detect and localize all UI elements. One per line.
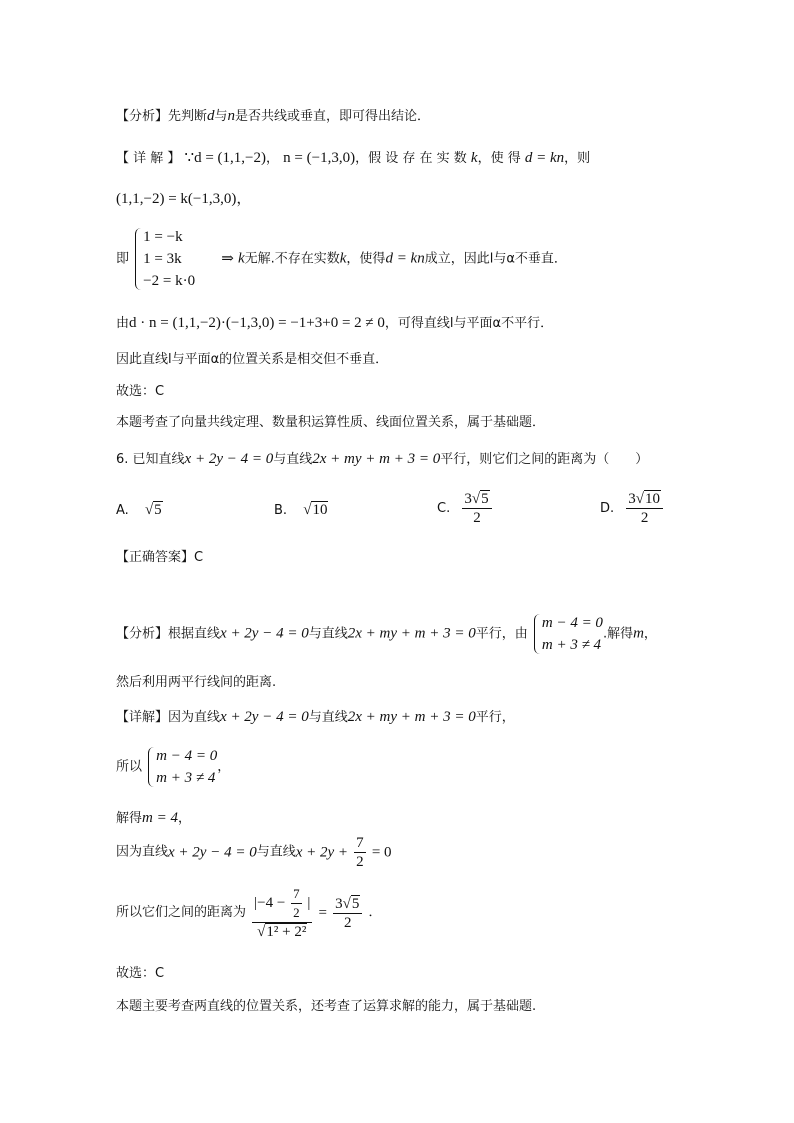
summary-1: 本题考查了向量共线定理、数量积运算性质、线面位置关系，属于基础题．	[116, 415, 546, 430]
choice-2: 故选：C	[116, 966, 165, 981]
analysis-line-2: 【分析】根据直线x + 2y − 4 = 0与直线2x + my + m + 3 = 0平行，由 m − 4 = 0 m + 3 ≠ 4 .解得m，	[116, 612, 657, 656]
equation-system: m − 4 = 0 m + 3 ≠ 4	[146, 745, 217, 789]
detail-tag: 【 详 解 】	[116, 151, 181, 166]
detail-line-1: 【 详 解 】 ∵d = (1,1,−2)， n = (−1,3,0)，假 设 存 在 实 数 k，使 得 d = kn，则	[116, 150, 591, 166]
system-row: 1 = 3k	[143, 251, 182, 267]
correct-answer: 【正确答案】C	[116, 550, 204, 565]
equation-system: m − 4 = 0 m + 3 ≠ 4	[532, 612, 603, 656]
dot-product-expression: d · n = (1,1,−2)·(−1,3,0) = −1+3+0 = 2 ≠ 0	[129, 315, 385, 331]
analysis-next: 然后利用两平行线间的距离.	[116, 675, 277, 690]
option-a: A. √5	[116, 502, 162, 518]
vector-n-equation: n = (−1,3,0)	[283, 150, 356, 166]
analysis-line-1: 【分析】先判断d与n是否共线或垂直，即可得出结论．	[116, 108, 431, 124]
option-c: C. $\frac{3√5}{2}$	[437, 490, 494, 527]
equation-system	[133, 226, 195, 292]
distance-fraction: |−4 − $\frac{7}{2}$ | √1² + 2²	[254, 886, 311, 940]
system-row: 1 = −k	[143, 229, 183, 245]
option-b: B. √10	[274, 502, 328, 518]
distance-line: 所以它们之间的距离为 |−4 − $\frac{7}{2}$ | √1² + 2² = $\frac{3√5}{2}$ ．	[116, 886, 382, 940]
question-6-stem: 6. 已知直线x + 2y − 4 = 0与直线2x + my + m + 3 = 0平行，则它们之间的距离为（ ）	[116, 451, 649, 467]
option-d: D. $\frac{3√10}{2}$	[600, 490, 665, 527]
detail-system: 所以 m − 4 = 0 m + 3 ≠ 4 ，	[116, 745, 230, 789]
system-row: −2 = k·0	[143, 273, 196, 289]
component-equation: (1,1,−2) = k(−1,3,0)，	[116, 191, 252, 207]
choice-1: 故选：C	[116, 384, 165, 399]
detail-line-2: 【详解】因为直线x + 2y − 4 = 0与直线2x + my + m + 3 = 0平行，	[116, 709, 515, 725]
summary-2: 本题主要考查两直线的位置关系，还考查了运算求解的能力，属于基础题.	[116, 999, 537, 1014]
vector-d: d	[207, 108, 215, 124]
system-line-1: 即 1 = −k 1 = 3k −2 = k·0 ⇒ k无解.不存在实数k，使得d = kn成立，因此l与α不垂直．	[116, 226, 567, 292]
rewrite-line: 因为直线x + 2y − 4 = 0与直线x + 2y + $\frac{7}{2}$ = 0	[116, 835, 392, 870]
solve-m: 解得m = 4，	[116, 810, 191, 826]
vector-d-equation: d = (1,1,−2)	[194, 150, 267, 166]
conclusion-1: 因此直线l与平面α的位置关系是相交但不垂直．	[116, 352, 389, 367]
dot-product-line: 由d · n = (1,1,−2)·(−1,3,0) = −1+3+0 = 2 ≠ 0，可得直线l与平面α不平行．	[116, 315, 554, 331]
vector-n: n	[227, 108, 236, 124]
analysis-tag: 【分析】	[116, 109, 169, 124]
